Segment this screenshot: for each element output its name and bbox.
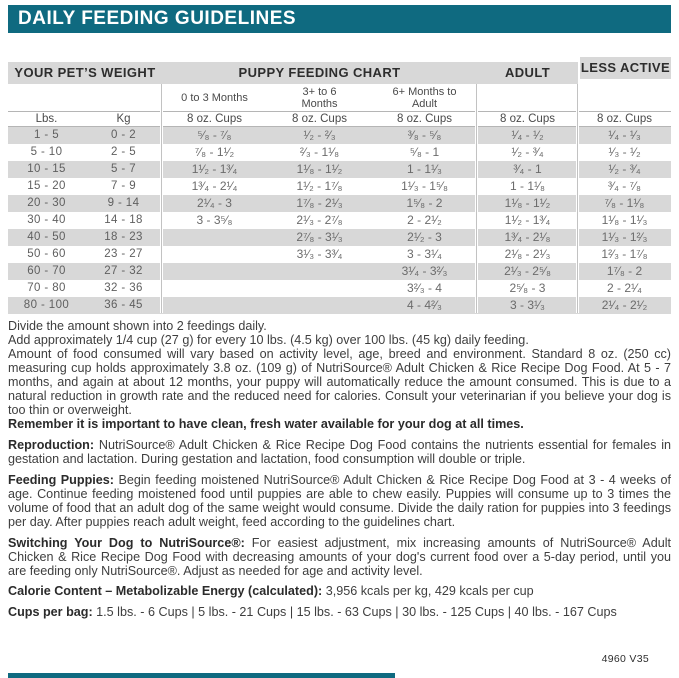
weight-lbs-cell: 5 - 10 [30, 146, 63, 158]
cups-value-cell: 1¹⁄₂ - 1³⁄₄ [504, 213, 551, 227]
cups-value-cell [267, 280, 372, 297]
unit-header-cups: 8 oz. Cups [292, 113, 347, 125]
labeled-section [8, 585, 671, 599]
weight-lbs-cell: 60 - 70 [27, 265, 66, 277]
cups-value-cell [162, 280, 267, 297]
title-banner [8, 5, 671, 33]
table-unit-header-row [8, 111, 671, 127]
note-line-1: Divide the amount shown into 2 feedings daily. [8, 319, 267, 333]
cups-value-cell: ³⁄₄ - ⁷⁄₈ [608, 179, 641, 193]
weight-lbs-cell: 40 - 50 [27, 231, 66, 243]
cups-value-cell: 3 - 3¹⁄₄ [407, 247, 442, 261]
cups-value-cell [267, 297, 372, 314]
weight-kg-cell: 14 - 18 [104, 214, 143, 226]
cups-value-cell: 1¹⁄₈ - 1¹⁄₂ [504, 196, 551, 210]
cups-value-cell: ³⁄₄ - 1 [513, 162, 542, 176]
cups-value-cell: 1¹⁄₃ - 1²⁄₃ [601, 230, 648, 244]
column-group-puppy-feeding-chart: PUPPY FEEDING CHART [238, 65, 401, 80]
weight-kg-cell: 9 - 14 [107, 197, 140, 209]
unit-header-cups: 8 oz. Cups [397, 113, 452, 125]
cups-value-cell: 2⁵⁄₈ - 3 [509, 281, 546, 295]
cups-value-cell: ¹⁄₂ - ²⁄₃ [303, 128, 336, 142]
cups-value-cell: ⁷⁄₈ - 1¹⁄₈ [604, 196, 645, 210]
sections-container [8, 439, 671, 621]
table-month-header-row [8, 84, 671, 111]
weight-lbs-cell: 1 - 5 [33, 129, 59, 141]
cups-value-cell: 1¹⁄₃ - 1⁵⁄₈ [401, 179, 448, 193]
section-label: Reproduction: [8, 437, 95, 452]
table-row [8, 280, 671, 297]
table-group-header-row [8, 62, 671, 84]
table-row [8, 229, 671, 246]
cups-value-cell: 1¹⁄₈ - 1¹⁄₃ [601, 213, 648, 227]
cups-value-cell: 1⁷⁄₈ - 2¹⁄₃ [296, 196, 343, 210]
cups-value-cell [162, 246, 267, 263]
cups-value-cell: 3¹⁄₃ - 3³⁄₄ [296, 247, 343, 261]
labeled-section [8, 474, 671, 530]
cups-value-cell: 2¹⁄₂ - 3 [407, 230, 442, 244]
cups-value-cell: 1 - 1¹⁄₃ [407, 162, 442, 176]
unit-header-cups: 8 oz. Cups [500, 113, 555, 125]
weight-kg-cell: 23 - 27 [104, 248, 143, 260]
cups-value-cell: 2¹⁄₈ - 2¹⁄₃ [504, 247, 551, 261]
cups-value-cell: 1²⁄₃ - 1⁷⁄₈ [601, 247, 648, 261]
weight-lbs-cell: 20 - 30 [27, 197, 66, 209]
column-divider [576, 84, 579, 313]
cups-value-cell: ³⁄₈ - ⁵⁄₈ [407, 128, 442, 142]
weight-lbs-cell: 50 - 60 [27, 248, 66, 260]
section-text: For easiest adjustment, mix increasing amounts of NutriSource® Adult Chicken & Rice Recipe Dog Food with decreasing amounts of your dog's current food over a 5-day period, until you are feeding only NutriSource®. Adjust as needed for age and activity level. [8, 535, 671, 578]
cups-value-cell: ⁵⁄₈ - 1 [409, 145, 440, 159]
section-label: Feeding Puppies: [8, 472, 114, 487]
cups-value-cell: 1³⁄₄ - 2¹⁄₄ [191, 179, 238, 193]
cups-value-cell: 2 - 2¹⁄₂ [407, 213, 442, 227]
cups-value-cell: 1³⁄₄ - 2¹⁄₈ [504, 230, 551, 244]
month-header-6-adult: 6+ Months to Adult [392, 85, 457, 110]
note-paragraph: Amount of food consumed will vary based on activity level, age, breed and environment. Standard 8 oz. (250 cc) measuring cup holds approximately 3.8 oz. (109 g) of NutriSource® Adult Chicken & Rice Recipe Dog Food. At 5 - 7 months, and again at about 12 months, your puppy will automatically reduce the amount consumed. This is due to a natural reduction in growth rate and the reduced need for calories. Consult your veterinarian if you believe your dog is too thin or overweight. [8, 346, 671, 417]
weight-kg-cell: 7 - 9 [110, 180, 136, 192]
unit-header-lbs: Lbs. [35, 113, 58, 125]
table-row [8, 263, 671, 280]
cups-value-cell: 4 - 4²⁄₃ [407, 298, 442, 312]
cups-value-cell: ⁵⁄₈ - ⁷⁄₈ [197, 128, 232, 142]
cups-value-cell: 2¹⁄₄ - 3 [197, 196, 232, 210]
table-row [8, 297, 671, 314]
cups-value-cell [267, 263, 372, 280]
table-row [8, 178, 671, 195]
cups-value-cell: 3²⁄₃ - 4 [407, 281, 442, 295]
column-divider [475, 84, 478, 313]
cups-value-cell: 3¹⁄₄ - 3²⁄₃ [401, 264, 448, 278]
notes-text-block [8, 320, 671, 620]
column-group-less-active: LESS ACTIVE [580, 60, 671, 75]
cups-value-cell: 3 - 3⁵⁄₈ [196, 213, 233, 227]
note-water-reminder: Remember it is important to have clean, fresh water available for your dog at all times. [8, 416, 524, 431]
cups-value-cell: ⁷⁄₈ - 1¹⁄₂ [194, 145, 235, 159]
weight-lbs-cell: 15 - 20 [27, 180, 66, 192]
table-row [8, 212, 671, 229]
section-text: NutriSource® Adult Chicken & Rice Recipe Dog Food contains the nutrients essential for females in gestation and lactation. During gestation and lactation, food consumption will double or triple. [8, 437, 671, 466]
feeding-table-rows [8, 127, 671, 314]
weight-kg-cell: 32 - 36 [104, 282, 143, 294]
weight-kg-cell: 18 - 23 [104, 231, 143, 243]
cups-value-cell: ²⁄₃ - 1¹⁄₈ [299, 145, 340, 159]
cups-value-cell: ¹⁄₄ - ¹⁄₃ [608, 128, 641, 142]
cups-value-cell: 1¹⁄₂ - 1⁷⁄₈ [296, 179, 343, 193]
labeled-section [8, 537, 671, 579]
weight-kg-cell: 36 - 45 [104, 299, 143, 311]
cups-value-cell: 1¹⁄₈ - 1¹⁄₂ [296, 162, 343, 176]
page-title: DAILY FEEDING GUIDELINES [18, 8, 297, 29]
section-label: Switching Your Dog to NutriSource®: [8, 535, 245, 550]
cups-value-cell: 1⁷⁄₈ - 2 [606, 264, 643, 278]
month-header-3-6: 3+ to 6 Months [301, 85, 338, 110]
unit-header-kg: Kg [116, 113, 131, 125]
labeled-section [8, 439, 671, 467]
column-divider [160, 84, 163, 313]
cups-value-cell: 2¹⁄₄ - 2¹⁄₂ [601, 298, 648, 312]
month-header-0-3: 0 to 3 Months [181, 91, 248, 104]
section-text: 1.5 lbs. - 6 Cups | 5 lbs. - 21 Cups | 15 lbs. - 63 Cups | 30 lbs. - 125 Cups | 40 lbs. - 167 Cups [92, 605, 617, 620]
weight-kg-cell: 0 - 2 [110, 129, 136, 141]
cups-value-cell: 2 - 2¹⁄₄ [607, 281, 642, 295]
weight-lbs-cell: 10 - 15 [27, 163, 66, 175]
weight-lbs-cell: 80 - 100 [23, 299, 70, 311]
note-line-2: Add approximately 1/4 cup (27 g) for every 10 lbs. (4.5 kg) over 100 lbs. (45 kg) daily feeding. [8, 332, 529, 347]
weight-kg-cell: 5 - 7 [110, 163, 136, 175]
cups-value-cell: ¹⁄₃ - ¹⁄₂ [608, 145, 641, 159]
labeled-section [8, 606, 671, 620]
document-code: 4960 V35 [601, 653, 649, 665]
table-row [8, 246, 671, 263]
unit-header-cups: 8 oz. Cups [597, 113, 652, 125]
cups-value-cell: 1 - 1¹⁄₈ [510, 179, 545, 193]
cups-value-cell: ¹⁄₂ - ³⁄₄ [511, 145, 544, 159]
cups-value-cell: ¹⁄₄ - ¹⁄₂ [511, 128, 544, 142]
table-row [8, 195, 671, 212]
cups-value-cell: 2¹⁄₃ - 2⁷⁄₈ [296, 213, 343, 227]
section-text: Begin feeding moistened NutriSource® Adult Chicken & Rice Recipe Dog Food at 3 - 4 weeks of age. Continue feeding moistened food until puppies are able to chew easily. Puppies will consume up to 3 times the volume of food that an adult dog of the same weight would consume. Divide the daily ration for puppies into 3 feedings per day. After puppies reach adult weight, feed according to the guidelines chart. [8, 472, 671, 529]
table-row [8, 144, 671, 161]
weight-kg-cell: 27 - 32 [104, 265, 143, 277]
section-text: 3,956 kcals per kg, 429 kcals per cup [322, 584, 534, 599]
bottom-teal-strip [8, 673, 395, 678]
table-row [8, 161, 671, 178]
cups-value-cell: ¹⁄₂ - ³⁄₄ [608, 162, 641, 176]
cups-value-cell: 2¹⁄₃ - 2⁵⁄₈ [504, 264, 551, 278]
column-group-weight: YOUR PET’S WEIGHT [14, 65, 156, 80]
feeding-table [8, 62, 671, 313]
cups-value-cell [162, 229, 267, 246]
cups-value-cell [162, 263, 267, 280]
cups-value-cell [162, 297, 267, 314]
cups-value-cell: 1¹⁄₂ - 1³⁄₄ [191, 162, 238, 176]
table-row [8, 127, 671, 144]
cups-value-cell: 2⁷⁄₈ - 3¹⁄₃ [296, 230, 343, 244]
column-group-adult: ADULT [504, 65, 551, 80]
weight-lbs-cell: 30 - 40 [27, 214, 66, 226]
weight-kg-cell: 2 - 5 [110, 146, 136, 158]
cups-value-cell: 1⁵⁄₈ - 2 [406, 196, 443, 210]
unit-header-cups: 8 oz. Cups [187, 113, 242, 125]
cups-value-cell: 3 - 3¹⁄₃ [510, 298, 545, 312]
section-label: Cups per bag: [8, 605, 93, 620]
section-label: Calorie Content – Metabolizable Energy (calculated): [8, 584, 323, 599]
weight-lbs-cell: 70 - 80 [27, 282, 66, 294]
